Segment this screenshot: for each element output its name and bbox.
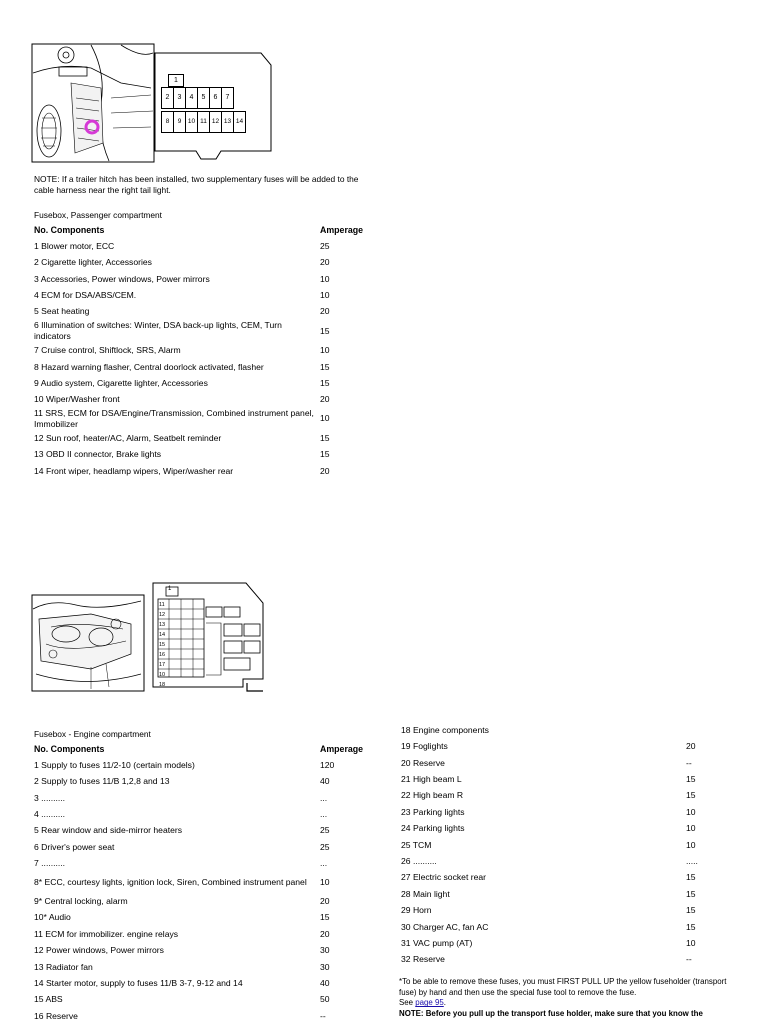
table-row [34, 359, 370, 375]
passenger-fuse-table [34, 222, 370, 479]
amperage-cell: 10 [320, 290, 330, 300]
amperage-cell: 30 [320, 961, 330, 972]
amperage-cell: 10 [686, 839, 696, 850]
table-row [401, 722, 746, 738]
table-row [401, 853, 746, 869]
trailer-hitch-note: NOTE: If a trailer hitch has been installed, two supplementary fuses will be added to the cable harness near the right tail light. [34, 174, 359, 196]
fuse-cell: 12 [209, 111, 222, 133]
table-row [401, 788, 746, 804]
amperage-cell: 20 [320, 465, 330, 476]
amperage-cell: 20 [320, 928, 330, 939]
table-row [34, 942, 370, 958]
table-row [34, 975, 370, 991]
see-suffix: . [443, 998, 446, 1008]
amperage-cell: 25 [320, 825, 330, 836]
amperage-cell: 15 [320, 377, 330, 388]
fuse-label: 14 [159, 632, 166, 638]
amperage-cell: ... [320, 809, 328, 819]
amperage-cell: 15 [320, 433, 330, 444]
amperage-cell: -- [686, 954, 692, 965]
amperage-cell: ..... [686, 855, 698, 866]
component-cell: 18 Engine components [401, 724, 489, 735]
component-cell: 29 Horn [401, 905, 432, 916]
table-row [34, 430, 370, 446]
column-header-components: No. Components [34, 224, 105, 235]
table-row [34, 320, 370, 342]
component-cell: 4 .......... [34, 809, 66, 819]
table-header-row [34, 741, 370, 757]
table-row [401, 870, 746, 886]
amperage-cell: 25 [320, 841, 330, 852]
amperage-cell: 10 [686, 937, 696, 948]
fuse-label: 16 [159, 652, 166, 658]
table-row [34, 806, 370, 822]
engine-fusebox-diagram [31, 579, 271, 694]
passenger-fusebox-illustration [31, 43, 276, 163]
table-row [401, 919, 746, 935]
amperage-cell: 15 [320, 361, 330, 372]
component-cell: 30 Charger AC, fan AC [401, 921, 489, 932]
fuse-cell: 8 [161, 111, 174, 133]
table-row [34, 1008, 370, 1024]
table-row [401, 771, 746, 787]
table-row [401, 935, 746, 951]
component-cell: 15 ABS [34, 994, 63, 1005]
component-cell: 8 Hazard warning flasher, Central doorlock activated, flasher [34, 361, 264, 372]
amperage-cell: 10 [320, 876, 330, 887]
fuse-grid-row-2 [162, 87, 234, 109]
table-row [34, 823, 370, 839]
table-row [34, 271, 370, 287]
amperage-cell: 15 [686, 888, 696, 899]
footnote-line: *To be able to remove these fuses, you must FIRST PULL UP the yellow fuseholder (transport fuse) by hand and then use the special fuse tool to remove the fuse. [399, 977, 727, 997]
table-row [34, 447, 370, 463]
component-cell: 5 Seat heating [34, 306, 90, 317]
component-cell: 24 Parking lights [401, 823, 465, 834]
fuse-cell: 4 [185, 87, 198, 109]
footnote-see [399, 998, 744, 1009]
table-row [34, 992, 370, 1008]
component-cell: 12 Sun roof, heater/AC, Alarm, Seatbelt reminder [34, 433, 222, 444]
amperage-cell: 10 [320, 273, 330, 284]
component-cell: 11 ECM for immobilizer. engine relays [34, 928, 179, 939]
amperage-cell: 15 [686, 872, 696, 883]
amperage-cell: -- [686, 757, 692, 768]
amperage-cell: 15 [686, 774, 696, 784]
engine-fusebox-illustration [31, 579, 271, 694]
amperage-cell: ... [320, 792, 328, 803]
table-row [34, 408, 370, 430]
table-row [34, 790, 370, 806]
table-row [34, 463, 370, 479]
fuse-cell: 13 [221, 111, 234, 133]
table-row [34, 238, 370, 254]
fuse-cell: 11 [197, 111, 210, 133]
component-cell: 4 ECM for DSA/ABS/CEM. [34, 290, 137, 300]
component-cell: 6 Illumination of switches: Winter, DSA back-up lights, CEM, Turn indicators [34, 319, 282, 342]
component-cell: 23 Parking lights [401, 806, 465, 817]
fuse-cell: 7 [221, 87, 234, 109]
fuse-label: 13 [159, 622, 166, 628]
amperage-cell: 40 [320, 978, 330, 989]
component-cell: 10* Audio [34, 912, 71, 923]
table-row [401, 902, 746, 918]
fuse-label: 11 [159, 602, 165, 608]
component-cell: 2 Supply to fuses 11/B 1,2,8 and 13 [34, 776, 170, 787]
table-row [34, 773, 370, 789]
table-row [401, 738, 746, 754]
amperage-cell: 20 [320, 306, 330, 317]
table-row [34, 375, 370, 391]
amperage-cell: 15 [320, 912, 330, 923]
table-row [401, 755, 746, 771]
fuse-cell: 3 [173, 87, 186, 109]
fuse-cell: 6 [209, 87, 222, 109]
table-row [34, 287, 370, 303]
component-cell: 8* ECC, courtesy lights, ignition lock, Siren, Combined instrument panel [34, 876, 307, 887]
column-header-amperage: Amperage [320, 224, 364, 235]
component-cell: 14 Starter motor, supply to fuses 11/B 3-7, 9-12 and 14 [34, 978, 243, 989]
fuse-cell: 2 [161, 87, 174, 109]
component-cell: 3 .......... [34, 792, 66, 803]
engine-section-title: Fusebox - Engine compartment [34, 729, 151, 739]
component-cell: 19 Foglights [401, 741, 448, 752]
amperage-cell: ... [320, 858, 328, 869]
amperage-cell: 15 [320, 325, 330, 336]
component-cell: 25 TCM [401, 839, 432, 850]
amperage-cell: 30 [320, 945, 330, 956]
component-cell: 16 Reserve [34, 1010, 78, 1021]
fuse-label: 10 [159, 672, 166, 678]
fuse-cell: 14 [233, 111, 246, 133]
amperage-cell: 20 [320, 394, 330, 405]
fuse-grid-row-1 [168, 74, 184, 87]
amperage-cell: 25 [320, 240, 330, 251]
component-cell: 9* Central locking, alarm [34, 896, 128, 907]
amperage-cell: 10 [320, 345, 330, 356]
table-row [401, 804, 746, 820]
table-row [34, 872, 370, 894]
table-row [34, 926, 370, 942]
see-prefix: See [399, 998, 416, 1008]
table-row [34, 757, 370, 773]
footnote-note: NOTE: Before you pull up the transport fuse holder, make sure that you know the [399, 1009, 703, 1019]
column-header-amperage: Amperage [320, 743, 364, 754]
amperage-cell: 10 [686, 823, 696, 834]
engine-fuse-labels [159, 600, 171, 690]
engine-fuse-table [34, 741, 370, 1024]
component-cell: 14 Front wiper, headlamp wipers, Wiper/washer rear [34, 465, 234, 476]
amperage-cell: 20 [686, 741, 696, 752]
component-cell: 7 Cruise control, Shiftlock, SRS, Alarm [34, 345, 181, 356]
table-row [34, 910, 370, 926]
table-row [34, 855, 370, 871]
amperage-cell [686, 722, 746, 738]
amperage-cell: -- [320, 1010, 326, 1021]
fuse-label: 12 [159, 612, 166, 618]
component-cell: 3 Accessories, Power windows, Power mirrors [34, 273, 210, 284]
fuse-cell: 10 [185, 111, 198, 133]
table-row [401, 886, 746, 902]
amperage-cell: 15 [686, 905, 696, 916]
fuse-label-top: 1 [168, 586, 172, 592]
fuse-cell: 1 [168, 74, 184, 87]
fuse-removal-footnote [399, 977, 744, 1020]
component-cell: 22 High beam R [401, 790, 464, 801]
component-cell: 5 Rear window and side-mirror heaters [34, 825, 183, 836]
fuse-label: 18 [159, 682, 166, 688]
table-row [34, 959, 370, 975]
amperage-cell: 10 [686, 806, 696, 817]
component-cell: 11 SRS, ECM for DSA/Engine/Transmission, Combined instrument panel, Immobilizer [34, 407, 314, 430]
component-cell: 1 Blower motor, ECC [34, 240, 115, 251]
component-cell: 26 .......... [401, 855, 437, 866]
table-row [34, 342, 370, 358]
component-cell: 27 Electric socket rear [401, 872, 487, 883]
table-row [401, 837, 746, 853]
table-row [34, 254, 370, 270]
engine-fuse-table-continued [401, 722, 746, 968]
amperage-cell: 15 [320, 449, 330, 460]
component-cell: 9 Audio system, Cigarette lighter, Accessories [34, 377, 208, 388]
amperage-cell: 10 [320, 413, 330, 424]
fuse-cell: 9 [173, 111, 186, 133]
page-link[interactable]: page 95 [415, 998, 444, 1008]
table-row [34, 839, 370, 855]
passenger-section-title: Fusebox, Passenger compartment [34, 210, 163, 220]
amperage-cell: 15 [686, 790, 696, 801]
component-cell: 13 Radiator fan [34, 961, 93, 972]
amperage-cell: 20 [320, 257, 330, 268]
component-cell: 7 .......... [34, 858, 66, 869]
table-row [401, 951, 746, 967]
table-row [34, 893, 370, 909]
component-cell: 12 Power windows, Power mirrors [34, 945, 164, 956]
component-cell: 10 Wiper/Washer front [34, 394, 120, 405]
component-cell: 32 Reserve [401, 954, 445, 965]
amperage-cell: 50 [320, 994, 330, 1005]
component-cell: 21 High beam L [401, 774, 462, 784]
fuse-label: 17 [159, 662, 166, 668]
column-header-components: No. Components [34, 743, 105, 754]
component-cell: 28 Main light [401, 888, 450, 899]
table-row [34, 304, 370, 320]
fuse-label: 15 [159, 642, 166, 648]
amperage-cell: 120 [320, 759, 335, 770]
amperage-cell: 15 [686, 921, 696, 932]
amperage-cell: 20 [320, 896, 330, 907]
table-row [401, 820, 746, 836]
component-cell: 20 Reserve [401, 757, 445, 768]
passenger-fusebox-diagram [31, 43, 276, 163]
fuse-cell: 5 [197, 87, 210, 109]
component-cell: 6 Driver's power seat [34, 841, 115, 852]
component-cell: 1 Supply to fuses 11/2-10 (certain models) [34, 759, 195, 770]
amperage-cell: 40 [320, 776, 330, 787]
table-row [34, 391, 370, 407]
table-header-row [34, 222, 370, 238]
component-cell: 13 OBD II connector, Brake lights [34, 449, 162, 460]
fuse-grid-row-3 [162, 111, 246, 133]
component-cell: 31 VAC pump (AT) [401, 937, 473, 948]
component-cell: 2 Cigarette lighter, Accessories [34, 257, 152, 268]
